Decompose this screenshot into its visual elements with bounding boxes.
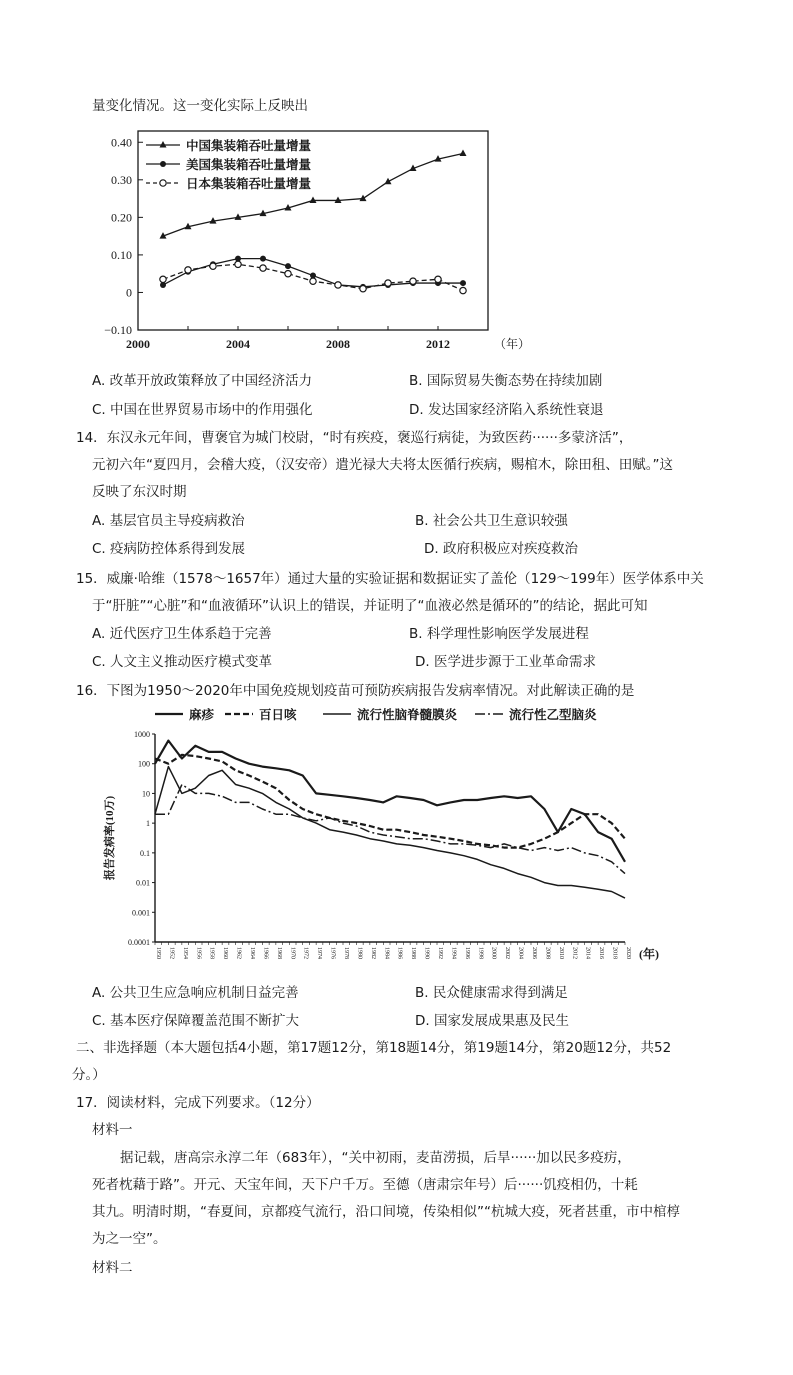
q16-option-a[interactable]: A. 公共卫生应急响应机制日益完善	[92, 985, 299, 1001]
x-tick-label: 1972	[302, 947, 309, 959]
vaccine-disease-incidence-chart	[95, 704, 675, 976]
q13-option-a[interactable]: A. 改革开放政策释放了中国经济活力	[92, 373, 313, 389]
q14-stem-line: 元初六年“夏四月，会稽大疫，（汉安帝）遣光禄大夫将太医循行疾病，赐棺木，除田租、田赋。”这	[92, 457, 673, 473]
y-tick-label: 1000	[134, 730, 150, 739]
japan-series-point	[285, 270, 291, 276]
q14-option-a[interactable]: A. 基层官员主导疫病救治	[92, 513, 245, 529]
japan-series-point	[435, 276, 441, 282]
x-tick-label: 1974	[316, 947, 323, 959]
x-tick-label: 1996	[463, 947, 470, 959]
y-tick-label: 0.01	[136, 878, 150, 888]
y-axis-label: 报告发病率(10万)	[104, 795, 116, 881]
q13-option-d[interactable]: D. 发达国家经济陷入系统性衰退	[409, 402, 604, 418]
q17-title: 17．阅读材料，完成下列要求。（12分）	[76, 1095, 320, 1111]
x-tick-label: 2006	[531, 947, 537, 959]
x-tick-label: 2018	[611, 947, 618, 959]
x-tick-label: 2002	[504, 947, 511, 959]
y-tick-label: 0	[126, 285, 132, 300]
pertussis-series-line	[155, 755, 625, 848]
x-tick-label: 1968	[275, 947, 282, 959]
y-tick-label: 100	[138, 759, 150, 769]
usa-series-legend-marker	[160, 161, 166, 167]
x-tick-label: 2008	[326, 337, 350, 351]
china-series-point	[310, 196, 317, 203]
q16-option-c[interactable]: C. 基本医疗保障覆盖范围不断扩大	[92, 1013, 300, 1029]
q15-option-a[interactable]: A. 近代医疗卫生体系趋于完善	[92, 626, 272, 642]
material2-label: 材料二	[92, 1260, 133, 1276]
japan-series-point	[410, 278, 416, 284]
japan-series-point	[460, 287, 466, 293]
china-series-legend-label: 中国集装箱吞吐量增量	[186, 138, 312, 153]
x-tick-label: 1966	[262, 947, 269, 959]
china-series-legend-marker	[160, 141, 167, 148]
x-tick-label: 1978	[343, 947, 349, 959]
q13-stem: 量变化情况。这一变化实际上反映出	[92, 98, 308, 114]
section2-heading: 分。）	[72, 1067, 106, 1083]
x-tick-label: 1952	[168, 947, 175, 959]
x-tick-label: 1982	[369, 947, 376, 959]
x-tick-label: 1958	[208, 947, 215, 959]
x-tick-label: 1950	[155, 947, 161, 959]
usa-series-point	[260, 256, 266, 262]
y-tick-label: −0.10	[104, 323, 132, 337]
china-series-point	[360, 195, 367, 202]
q16-option-b[interactable]: B. 民众健康需求得到满足	[415, 985, 568, 1001]
material1-line: 其九。明清时期，“春夏间，京都疫气流行，沿口间境，传染相似”“杭城大疫，死者甚重，市中棺椁	[92, 1204, 680, 1220]
q14-stem-line: 反映了东汉时期	[92, 484, 187, 500]
x-tick-label: 1956	[195, 947, 202, 959]
x-axis-unit: (年)	[639, 947, 659, 961]
x-tick-label: 1964	[249, 947, 255, 959]
q15-option-b[interactable]: B. 科学理性影响医学发展进程	[409, 626, 589, 642]
japan-series-point	[360, 285, 366, 291]
x-tick-label: 2004	[226, 337, 250, 351]
legend-measles-label: 麻疹	[189, 707, 215, 722]
x-tick-label: 1988	[410, 947, 417, 959]
japan-series-point	[210, 263, 216, 269]
x-tick-label: 1994	[450, 947, 457, 959]
q15-option-c[interactable]: C. 人文主义推动医疗模式变革	[92, 654, 273, 670]
x-tick-label: 1980	[356, 947, 363, 959]
japan-series-point	[260, 265, 266, 271]
legend-meningitis-label: 流行性脑脊髓膜炎	[357, 707, 458, 722]
x-tick-label: 2000	[126, 337, 150, 351]
q14-option-b[interactable]: B. 社会公共卫生意识较强	[415, 513, 568, 529]
y-tick-label: 0.0001	[128, 938, 150, 947]
x-tick-label: 2012	[571, 947, 578, 959]
section2-heading: 二、非选择题（本大题包括4小题，第17题12分，第18题14分，第19题14分，第20题12分，共52	[76, 1040, 672, 1056]
x-tick-label: 1962	[235, 947, 242, 959]
x-tick-label: 1990	[423, 947, 430, 959]
x-tick-label: 1960	[222, 947, 229, 959]
x-axis-unit: （年）	[494, 337, 531, 351]
q16-stem: 16．下图为1950～2020年中国免疫规划疫苗可预防疾病报告发病率情况。对此解读正确的是	[76, 683, 635, 699]
material1-line: 据记载，唐高宗永淳二年（683年），“关中初雨，麦苗涝损，后旱······加以民多疫疠，	[120, 1150, 631, 1166]
q15-option-d[interactable]: D. 医学进步源于工业革命需求	[415, 654, 596, 670]
x-tick-label: 1954	[181, 947, 188, 959]
japan-series-point	[160, 276, 166, 282]
legend-encephalitis-label: 流行性乙型脑炎	[509, 707, 597, 722]
y-tick-label: 0.10	[111, 247, 132, 262]
x-tick-label: 2020	[625, 947, 631, 959]
x-tick-label: 2004	[517, 947, 524, 959]
x-tick-label: 1984	[383, 947, 390, 959]
y-tick-label: 0.20	[111, 210, 132, 225]
x-tick-label: 1998	[477, 947, 484, 959]
meningitis-series-line	[155, 767, 625, 899]
y-tick-label: 0.1	[140, 848, 150, 858]
measles-series-line	[155, 741, 625, 862]
q15-stem-line: 15．威廉·哈维（1578～1657年）通过大量的实验证据和数据证实了盖伦（129～199年）医学体系中关	[76, 571, 704, 587]
japan-series-point	[335, 282, 341, 288]
material1-line: 死者枕藉于路”。开元、天宝年间，天下户千万。至德（唐肃宗年号）后······饥疫相仍，十耗	[92, 1177, 638, 1193]
japan-series-legend-marker	[160, 180, 166, 186]
x-tick-label: 2012	[426, 337, 450, 351]
y-tick-label: 0.40	[111, 135, 132, 150]
q13-option-b[interactable]: B. 国际贸易失衡态势在持续加剧	[409, 373, 603, 389]
material1-label: 材料一	[92, 1122, 133, 1138]
q16-option-d[interactable]: D. 国家发展成果惠及民生	[415, 1013, 569, 1029]
japan-series-legend-label: 日本集装箱吞吐量增量	[186, 176, 312, 191]
x-tick-label: 1986	[396, 947, 403, 959]
y-tick-label: 0.30	[111, 172, 132, 187]
japan-series-point	[385, 280, 391, 286]
x-tick-label: 1976	[329, 947, 336, 959]
usa-series-legend-label: 美国集装箱吞吐量增量	[186, 157, 312, 172]
q14-option-c[interactable]: C. 疫病防控体系得到发展	[92, 541, 246, 557]
x-tick-label: 2010	[557, 947, 564, 959]
china-series-point	[460, 150, 467, 157]
x-tick-label: 2014	[584, 947, 591, 959]
x-tick-label: 1992	[437, 947, 443, 959]
x-tick-label: 2016	[598, 947, 605, 959]
usa-series-point	[460, 280, 466, 286]
x-tick-label: 2008	[544, 947, 551, 959]
y-tick-label: 10	[142, 789, 150, 799]
q14-stem-line: 14．东汉永元年间，曹褒官为城门校尉，“时有疾疫，褒巡行病徒，为致医药······多蒙济活”，	[76, 430, 633, 446]
japan-series-point	[310, 278, 316, 284]
x-tick-label: 1970	[289, 947, 296, 959]
x-tick-label: 2000	[490, 947, 497, 959]
y-tick-label: 1	[146, 819, 150, 829]
japan-series-point	[185, 267, 191, 273]
q13-option-c[interactable]: C. 中国在世界贸易市场中的作用强化	[92, 402, 313, 418]
container-throughput-chart	[88, 125, 531, 360]
material1-line: 为之一空”。	[92, 1231, 167, 1247]
q15-stem-line: 于“肝脏”“心脏”和“血液循环”认识上的错误，并证明了“血液必然是循环的”的结论，据此可知	[92, 598, 648, 614]
y-tick-label: 0.001	[132, 908, 150, 918]
usa-series-point	[285, 263, 291, 269]
q14-option-d[interactable]: D. 政府积极应对疾疫救治	[424, 541, 578, 557]
japan-series-point	[235, 261, 241, 267]
legend-pertussis-label: 百日咳	[259, 707, 297, 722]
